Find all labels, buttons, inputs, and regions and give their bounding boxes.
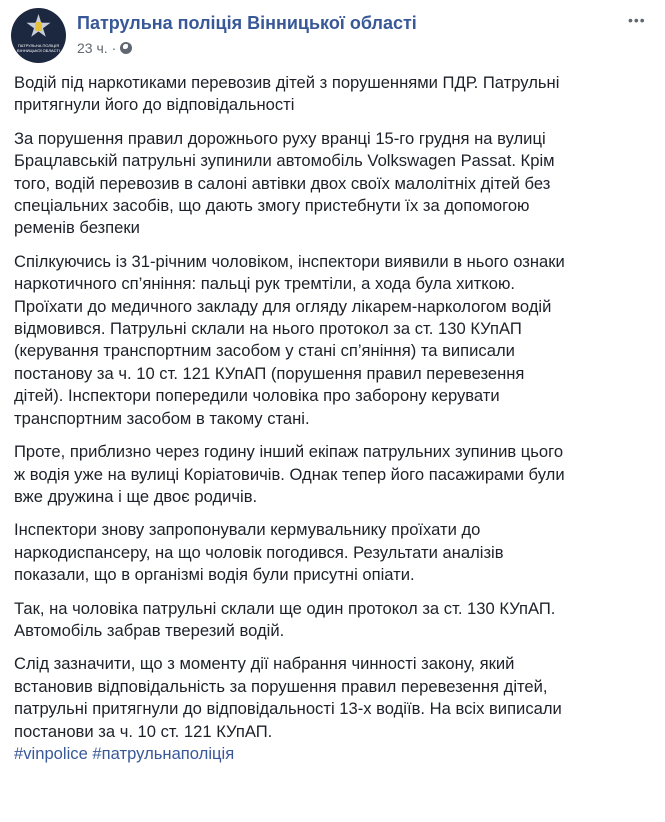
hashtag-link[interactable]: #патрульнаполіція	[92, 743, 235, 763]
globe-icon[interactable]	[120, 42, 132, 54]
paragraph-line: транспортним засобом в такому стані.	[14, 408, 310, 428]
paragraph-line: того, водій перевозив в салоні автівки двох своїх малолітніх дітей без	[14, 173, 551, 193]
paragraph-line: Водій під наркотиками перевозив дітей з порушеннями ПДР. Патрульні	[14, 73, 560, 92]
paragraph-line: ж водія уже на вулиці Коріатовичів. Однак тепер його пасажирами були	[14, 464, 565, 484]
post-body	[14, 72, 654, 765]
post-paragraph	[14, 251, 654, 430]
paragraph-line: (керування транспортним засобом у стані сп’яніння) та виписали	[14, 341, 515, 361]
trident-icon	[35, 22, 42, 31]
paragraph-line: ременів безпеки	[14, 218, 140, 238]
paragraph-line: Автомобіль забрав тверезий водій.	[14, 620, 285, 640]
paragraph-line: Проїхати до медичного закладу для огляду лікарем-наркологом водій	[14, 296, 552, 316]
post-meta	[77, 40, 132, 56]
post-paragraph	[14, 598, 654, 643]
post-paragraph	[14, 128, 654, 240]
meta-separator: ·	[111, 40, 117, 56]
page-avatar[interactable]	[11, 8, 66, 63]
post-time-link[interactable]: 23 ч.	[77, 40, 108, 56]
paragraph-line: наркодиспансеру, на що чоловік погодився. Результати аналізів	[14, 542, 504, 562]
paragraph-line: Брацлавській патрульні зупинили автомобіль Volkswagen Passat. Крім	[14, 151, 555, 171]
post-paragraph	[14, 653, 654, 743]
paragraph-line: вже дружина і ще двоє родичів.	[14, 486, 258, 506]
paragraph-line: Спілкуючись із 31-річним чоловіком, інспектори виявили в нього ознаки	[14, 251, 565, 271]
paragraph-line: показали, що в організмі водія були присутні опіати.	[14, 565, 415, 585]
paragraph-line: наркотичного сп’яніння: пальці рук тремтіли, а хода була хиткою.	[14, 274, 516, 294]
paragraph-line: Проте, приблизно через годину інший екіпаж патрульних зупинив цього	[14, 442, 564, 462]
more-options-button[interactable]: •••	[628, 12, 646, 28]
paragraph-line: Слід зазначити, що з моменту дії набрання чинності закону, який	[14, 654, 515, 674]
paragraph-line: постанову за ч. 10 ст. 121 КУпАП (порушення правил перевезення	[14, 363, 525, 383]
paragraph-line: дітей). Інспектори попередили чоловіка про заборону керувати	[14, 386, 500, 406]
paragraph-line: Так, на чоловіка патрульні склали ще один протокол за ст. 130 КУпАП.	[14, 598, 556, 618]
paragraph-line: притягнули його до відповідальності	[14, 95, 295, 115]
post-paragraph	[14, 72, 654, 117]
avatar-caption: ПАТРУЛЬНА ПОЛІЦІЯ ВІННИЦЬКОЇ ОБЛАСТІ	[17, 43, 60, 53]
page-name-link[interactable]: Патрульна поліція Вінницької області	[77, 13, 417, 33]
hashtags	[14, 743, 654, 765]
paragraph-line: встановив відповідальність за порушення правил перевезення дітей,	[14, 676, 548, 696]
post-paragraph	[14, 519, 654, 586]
paragraph-line: Інспектори знову запропонували кермувальнику проїхати до	[14, 520, 481, 540]
paragraph-line: патрульні притягнули до відповідальності 13-х водіїв. На всіх виписали	[14, 699, 562, 719]
paragraph-line: постанови за ч. 10 ст. 121 КУпАП.	[14, 721, 273, 741]
post-paragraph	[14, 441, 654, 508]
hashtag-link[interactable]: #vinpolice	[14, 743, 88, 763]
paragraph-line: За порушення правил дорожнього руху вранці 15-го грудня на вулиці	[14, 128, 546, 148]
paragraph-line: спеціальних засобів, що дають змогу пристебнути їх за допомогою	[14, 196, 530, 216]
paragraph-line: відмовився. Патрульні склали на нього протокол за ст. 130 КУпАП	[14, 319, 522, 339]
